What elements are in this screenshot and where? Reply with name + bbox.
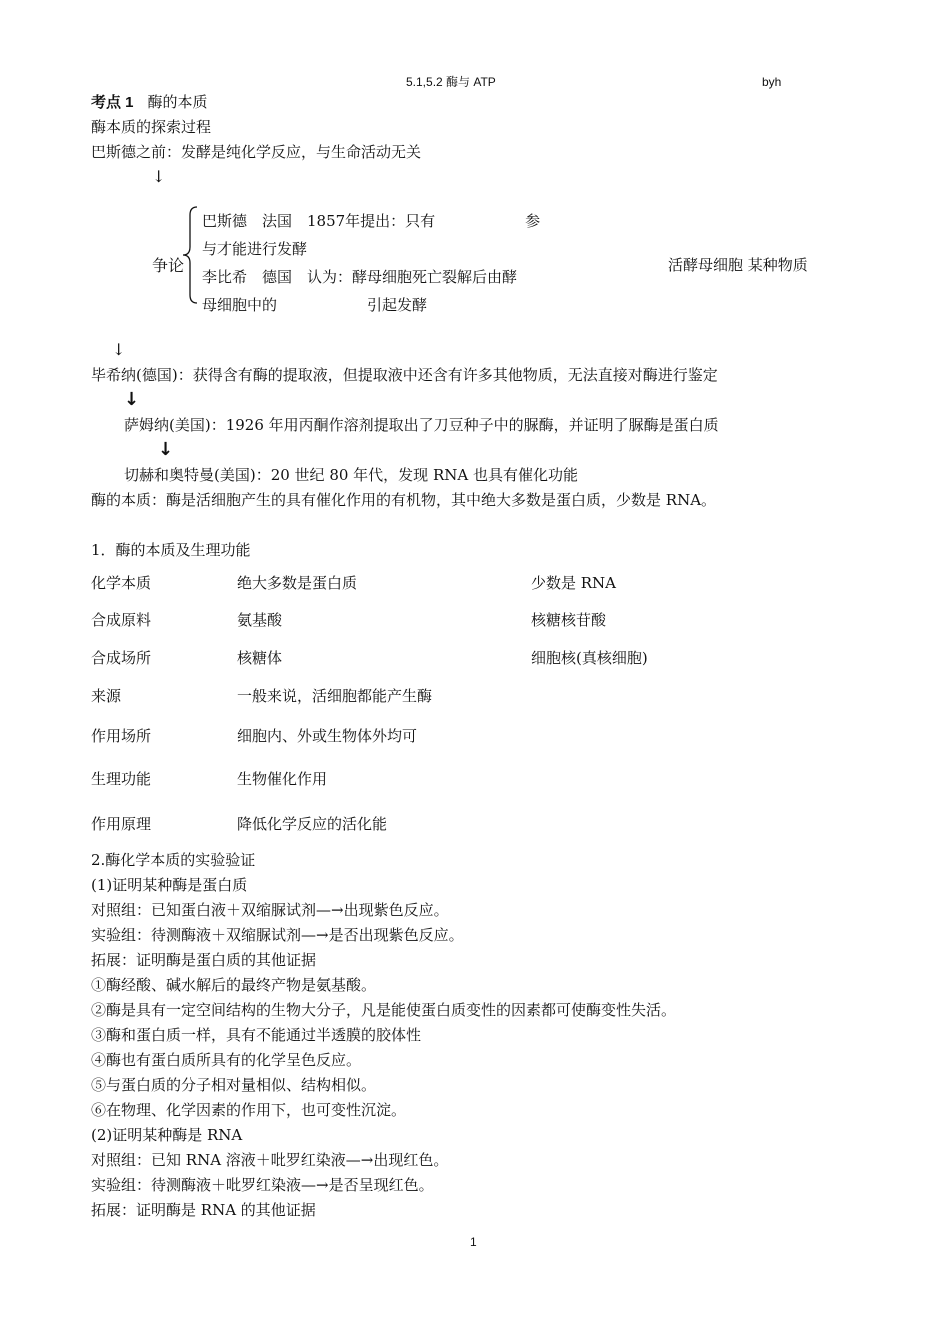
rna-experiment: 实验组：待测酶液＋吡罗红染液—→是否呈现红色。 [91,1176,434,1194]
page-number: 1 [470,1235,477,1249]
protein-extension: 拓展：证明酶是蛋白质的其他证据 [91,951,317,969]
row-rna: 细胞核(真核细胞) [531,649,648,667]
buchner-text: 毕希纳(德国)：获得含有酶的提取液，但提取液中还含有许多其他物质，无法直接对酶进行鉴定 [91,366,718,384]
before-pasteur-text: 巴斯德之前：发酵是纯化学反应，与生命活动无关 [91,143,422,161]
liebig-line-2: 母细胞中的 引起发酵 [202,296,428,314]
header-author: byh [762,75,782,89]
row-protein: 绝大多数是蛋白质 [237,574,358,592]
evidence-item: ⑤与蛋白质的分子相对量相似、结构相似。 [91,1076,377,1094]
down-arrow-icon: ↓ [112,340,126,359]
row-rna: 少数是 RNA [531,574,617,592]
evidence-item: ②酶是具有一定空间结构的生物大分子，凡是能使蛋白质变性的因素都可使酶变性失活。 [91,1001,677,1019]
row-protein: 一般来说，活细胞都能产生酶 [237,687,433,705]
table-row [0,772,950,792]
table-heading: 1．酶的本质及生理功能 [91,541,251,559]
row-protein: 生物催化作用 [237,770,328,788]
pasteur-line-2: 与才能进行发酵 [202,240,308,258]
protein-title: (1)证明某种酶是蛋白质 [91,876,248,894]
table-row [0,613,950,633]
section-heading [91,95,208,110]
row-label: 生理功能 [91,770,152,788]
row-label: 作用场所 [91,727,152,745]
cech-text: 切赫和奥特曼(美国)：20 世纪 80 年代，发现 RNA 也具有催化功能 [124,466,578,484]
table-row [0,729,950,749]
protein-control: 对照组：已知蛋白液＋双缩脲试剂—→出现紫色反应。 [91,901,449,919]
rna-extension: 拓展：证明酶是 RNA 的其他证据 [91,1201,316,1219]
exploration-heading: 酶本质的探索过程 [91,118,212,136]
fill-in-answers: 活酵母细胞 某种物质 [668,256,808,274]
row-protein: 氨基酸 [237,611,283,629]
rna-title: (2)证明某种酶是 RNA [91,1126,243,1144]
sumner-text: 萨姆纳(美国)：1926 年用丙酮作溶剂提取出了刀豆种子中的脲酶，并证明了脲酶是蛋白质 [124,416,719,434]
dispute-label: 争论 [152,256,185,275]
brace-icon [180,205,200,305]
table-row [0,651,950,671]
section-title: 酶的本质 [147,93,208,111]
down-arrow-icon: ↓ [152,167,166,186]
verification-heading: 2.酶化学本质的实验验证 [91,851,256,869]
row-rna: 核糖核苷酸 [531,611,607,629]
row-protein: 核糖体 [237,649,283,667]
liebig-line-1: 李比希 德国 认为：酵母细胞死亡裂解后由酵 [202,268,518,286]
row-label: 合成场所 [91,649,152,667]
essence-text: 酶的本质：酶是活细胞产生的具有催化作用的有机物，其中绝大多数是蛋白质，少数是 RNA。 [91,491,717,509]
evidence-item: ⑥在物理、化学因素的作用下，也可变性沉淀。 [91,1101,407,1119]
evidence-item: ④酶也有蛋白质所具有的化学呈色反应。 [91,1051,362,1069]
table-row [0,689,950,709]
protein-experiment: 实验组：待测酶液＋双缩脲试剂—→是否出现紫色反应。 [91,926,464,944]
kaodian-label: 考点 1 [91,94,134,111]
row-protein: 降低化学反应的活化能 [237,815,388,833]
pasteur-line-1: 巴斯德 法国 1857年提出：只有 参 [202,212,541,230]
down-arrow-icon: ↓ [124,389,140,410]
evidence-item: ③酶和蛋白质一样，具有不能通过半透膜的胶体性 [91,1026,422,1044]
down-arrow-icon: ↓ [158,439,174,460]
rna-control: 对照组：已知 RNA 溶液＋吡罗红染液—→出现红色。 [91,1151,449,1169]
evidence-item: ①酶经酸、碱水解后的最终产物是氨基酸。 [91,976,377,994]
header-title: 5.1,5.2 酶与 ATP [406,75,496,89]
row-label: 化学本质 [91,574,152,592]
row-label: 合成原料 [91,611,152,629]
row-label: 来源 [91,687,122,705]
row-protein: 细胞内、外或生物体外均可 [237,727,418,745]
table-row [0,576,950,596]
table-row [0,817,950,837]
row-label: 作用原理 [91,815,152,833]
